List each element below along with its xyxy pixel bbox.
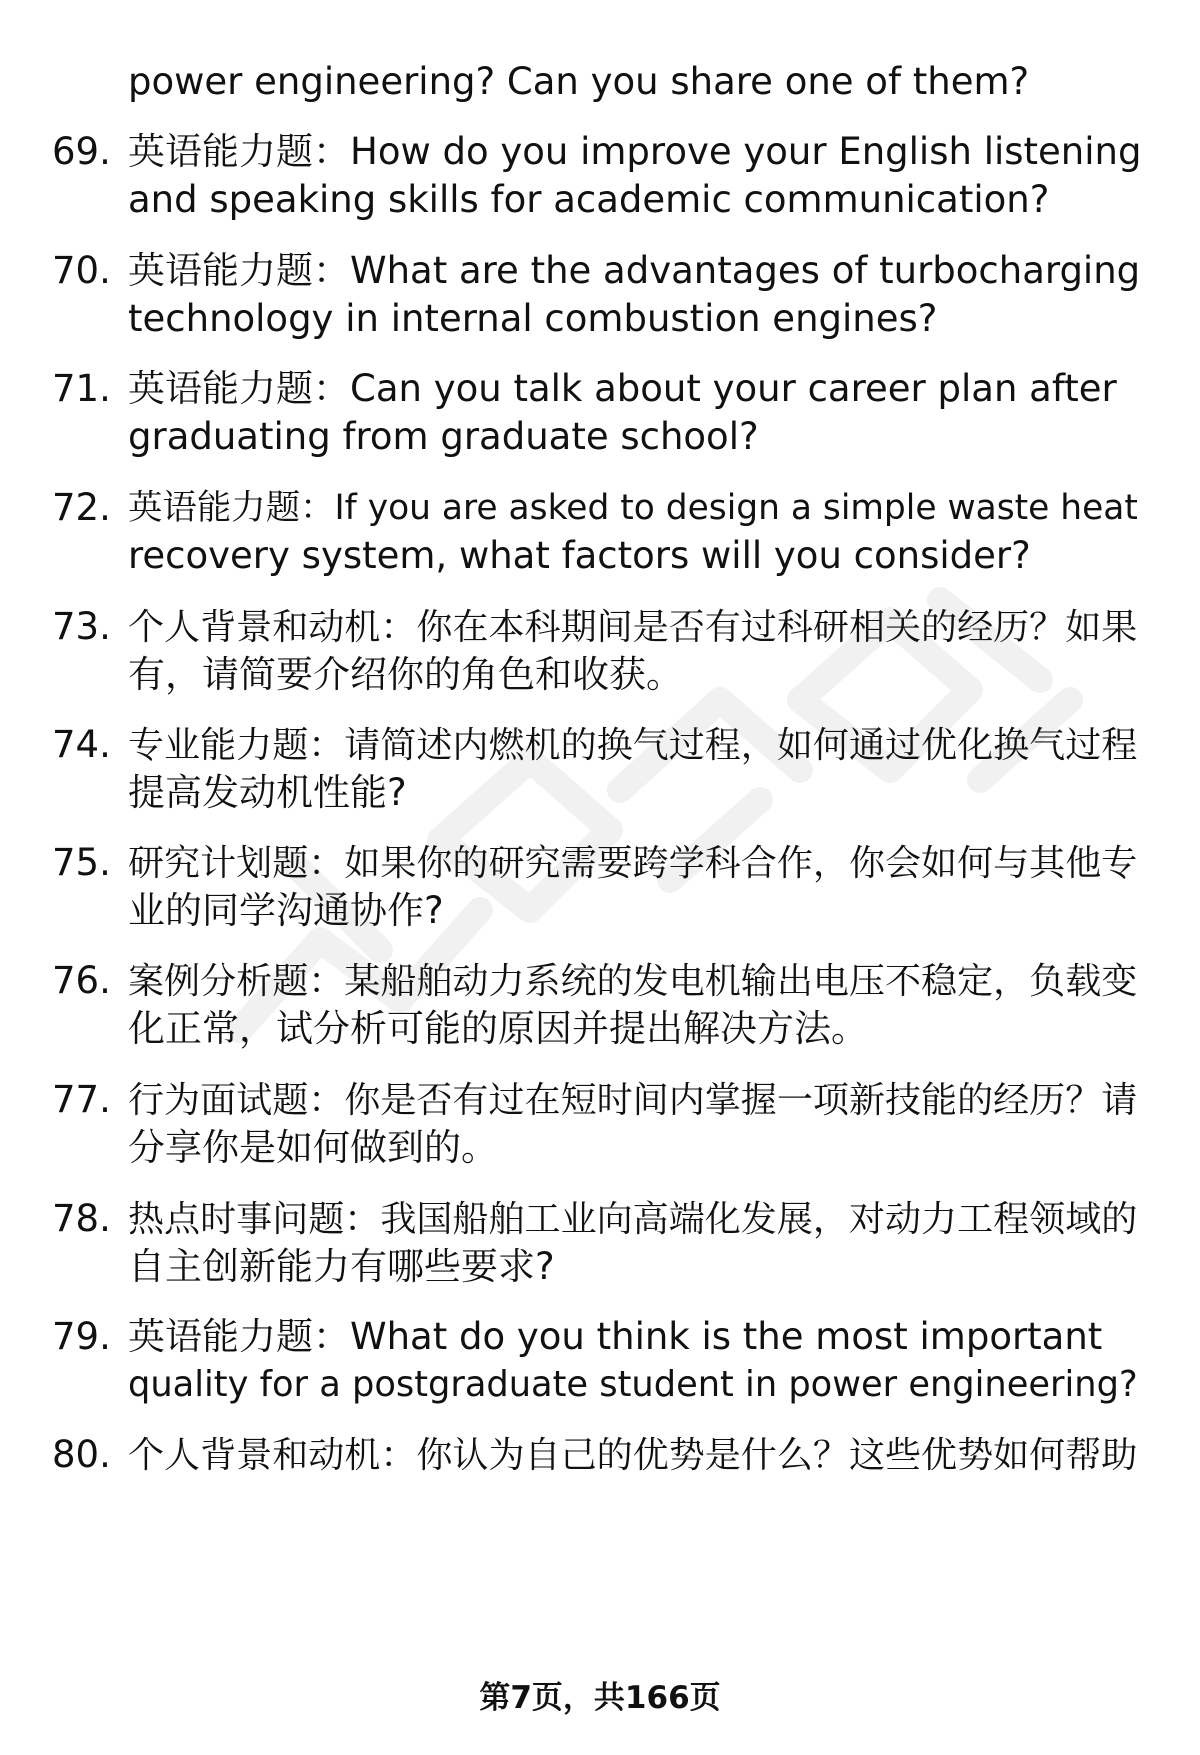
question-number: 79.: [52, 1315, 111, 1358]
question-line: 英语能力题：If you are asked to design a simple waste heat: [128, 488, 1138, 528]
question-text: [128, 1313, 1148, 1409]
question-number: 80.: [52, 1433, 111, 1476]
question-number: 74.: [52, 723, 111, 766]
question-line: 有，请简要介绍你的角色和收获。: [128, 653, 683, 696]
question-text: [128, 247, 1148, 343]
question-text: [128, 1431, 1148, 1479]
question-text: [128, 1076, 1148, 1172]
question-line: 专业能力题：请简述内燃机的换气过程，如何通过优化换气过程: [128, 724, 1138, 766]
question-line: 热点时事问题：我国船舶工业向高端化发展，对动力工程领域的: [128, 1198, 1138, 1240]
question-line: technology in internal combustion engines?: [128, 297, 938, 340]
question-text: [128, 839, 1148, 935]
question-number: 75.: [52, 841, 111, 884]
question-line: 研究计划题：如果你的研究需要跨学科合作，你会如何与其他专: [128, 842, 1138, 884]
question-line: 个人背景和动机：你在本科期间是否有过科研相关的经历？如果: [128, 606, 1138, 648]
question-line: 分享你是如何做到的。: [128, 1126, 498, 1169]
question-line: 个人背景和动机：你认为自己的优势是什么？这些优势如何帮助: [128, 1434, 1138, 1476]
question-number: 72.: [52, 486, 111, 529]
question-text: [128, 957, 1148, 1053]
question-text: [128, 365, 1148, 461]
question-line: 英语能力题：What do you think is the most important: [128, 1315, 1103, 1358]
question-line: 提高发动机性能?: [128, 771, 407, 814]
page-footer: 第7页，共166页: [479, 1680, 721, 1716]
question-text: [128, 484, 1148, 580]
question-number: 70.: [52, 249, 111, 292]
question-line: 自主创新能力有哪些要求?: [128, 1245, 555, 1288]
question-text: [128, 721, 1148, 817]
question-text: [128, 1195, 1148, 1291]
question-line: quality for a postgraduate student in power engineering?: [128, 1364, 1138, 1405]
question-line: 案例分析题：某船舶动力系统的发电机输出电压不稳定，负载变: [128, 960, 1138, 1002]
question-line: 英语能力题：Can you talk about your career plan after: [128, 367, 1117, 410]
question-number: 77.: [52, 1078, 111, 1121]
question-line: 行为面试题：你是否有过在短时间内掌握一项新技能的经历？请: [128, 1079, 1138, 1121]
question-number: 71.: [52, 367, 111, 410]
question-number: 76.: [52, 959, 111, 1002]
question-number: 73.: [52, 605, 111, 648]
continuation-line: power engineering? Can you share one of them?: [128, 60, 1030, 103]
question-number: 78.: [52, 1197, 111, 1240]
question-line: 业的同学沟通协作?: [128, 889, 444, 932]
question-text: [128, 128, 1148, 224]
question-line: 英语能力题：How do you improve your English listening: [128, 130, 1142, 173]
question-text: [128, 603, 1148, 699]
question-line: graduating from graduate school?: [128, 415, 759, 458]
question-line: 化正常，试分析可能的原因并提出解决方法。: [128, 1007, 868, 1050]
question-line: recovery system, what factors will you consider?: [128, 534, 1031, 577]
question-number: 69.: [52, 130, 111, 173]
question-line: and speaking skills for academic communication?: [128, 178, 1050, 221]
question-line: 英语能力题：What are the advantages of turbocharging: [128, 249, 1141, 292]
